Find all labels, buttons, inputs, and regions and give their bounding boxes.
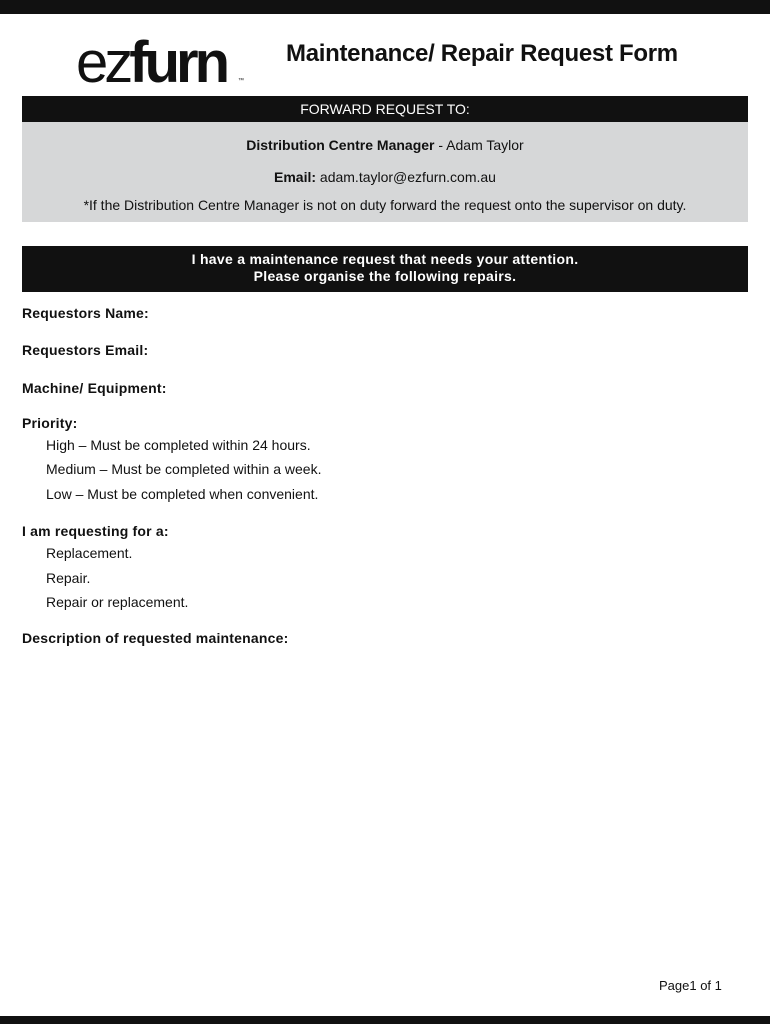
email-line [22, 169, 748, 185]
forward-info-box [22, 122, 748, 222]
manager-line [22, 137, 748, 153]
forward-header: FORWARD REQUEST TO: [22, 96, 748, 122]
machine-label: Machine/ Equipment: [22, 380, 167, 396]
page-title: Maintenance/ Repair Request Form [286, 40, 678, 67]
attention-line-1: I have a maintenance request that needs your attention. [191, 251, 579, 267]
attention-banner [22, 246, 748, 292]
top-border [0, 0, 770, 14]
description-label: Description of requested maintenance: [22, 630, 289, 646]
manager-label: Distribution Centre Manager [246, 137, 435, 153]
priority-label: Priority: [22, 415, 78, 431]
bottom-border [0, 1016, 770, 1024]
logo-ez: ez [76, 30, 130, 95]
forward-note: *If the Distribution Centre Manager is not on duty forward the request onto the supervisor on duty. [83, 197, 687, 213]
request-option-repair-or-replacement[interactable]: Repair or replacement. [46, 594, 189, 610]
requestor-name-label: Requestors Name: [22, 305, 149, 321]
page-number: Page1 of 1 [659, 978, 722, 993]
requestor-email-label: Requestors Email: [22, 342, 149, 358]
request-option-replacement[interactable]: Replacement. [46, 545, 133, 561]
priority-option-low[interactable]: Low – Must be completed when convenient. [46, 486, 319, 502]
ezfurn-logo [76, 30, 244, 95]
priority-option-medium[interactable]: Medium – Must be completed within a week. [46, 461, 322, 477]
email-value[interactable]: adam.taylor@ezfurn.com.au [316, 169, 496, 185]
logo-furn: furn [129, 30, 227, 95]
priority-option-high[interactable]: High – Must be completed within 24 hours. [46, 437, 311, 453]
request-type-label: I am requesting for a: [22, 523, 169, 539]
logo-trademark: ™ [238, 78, 244, 84]
manager-name: - Adam Taylor [434, 137, 524, 153]
attention-line-2: Please organise the following repairs. [253, 268, 517, 284]
request-option-repair[interactable]: Repair. [46, 570, 91, 586]
email-label: Email: [274, 169, 317, 185]
